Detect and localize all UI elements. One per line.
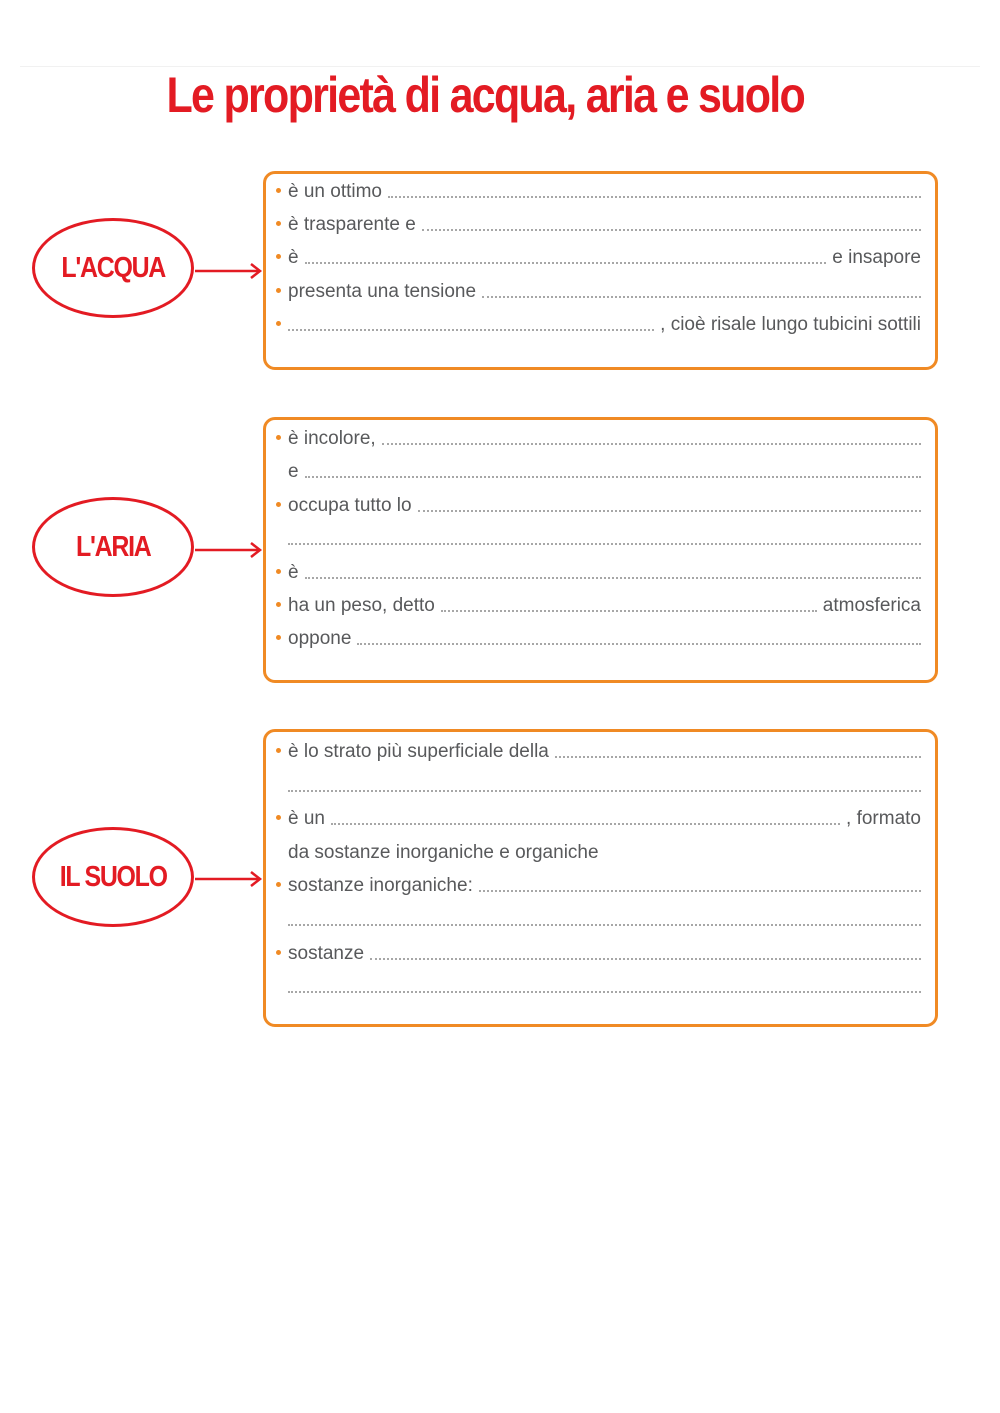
- bullet-icon: [276, 635, 281, 640]
- box-acqua: [263, 171, 938, 370]
- bullet-icon: [276, 602, 281, 607]
- fill-in-line: [276, 768, 921, 801]
- line-text-before: e: [288, 461, 299, 483]
- label-acqua: L'ACQUA: [61, 251, 165, 284]
- blank-answer-field[interactable]: [422, 228, 921, 231]
- fill-in-line: [276, 588, 921, 621]
- label-oval-aria: [32, 497, 194, 597]
- line-text-before: è: [288, 247, 299, 269]
- line-text-before: è un: [288, 808, 325, 830]
- bullet-icon: [276, 435, 281, 440]
- blank-answer-field[interactable]: [305, 475, 921, 478]
- arrow-right-icon: [195, 867, 265, 891]
- line-text-before: oppone: [288, 628, 352, 650]
- bullet-icon: [276, 254, 281, 259]
- line-text-before: è lo strato più superficiale della: [288, 741, 549, 762]
- line-text-before: è: [288, 561, 299, 583]
- blank-answer-field[interactable]: [382, 442, 921, 445]
- bullet-icon: [276, 748, 281, 753]
- blank-answer-field[interactable]: [288, 923, 921, 926]
- bullet-icon: [276, 502, 281, 507]
- fill-in-line: [276, 868, 921, 901]
- fill-in-line: [276, 936, 921, 969]
- arrow-right-icon: [195, 259, 265, 283]
- bullet-icon: [276, 950, 281, 955]
- bullet-icon: [276, 221, 281, 226]
- blank-answer-field[interactable]: [441, 609, 817, 612]
- fill-in-line: [276, 521, 921, 554]
- line-text-after: , formato: [846, 808, 921, 830]
- box-suolo: [263, 729, 938, 1027]
- blank-answer-field[interactable]: [482, 295, 921, 298]
- bullet-icon: [276, 288, 281, 293]
- blank-answer-field[interactable]: [305, 576, 921, 579]
- line-text-after: e insapore: [832, 247, 921, 269]
- label-oval-acqua: [32, 218, 194, 318]
- bullet-icon: [276, 188, 281, 193]
- blank-answer-field[interactable]: [288, 328, 654, 331]
- line-text-before: da sostanze inorganiche e organiche: [288, 841, 599, 863]
- fill-in-line: [276, 421, 921, 454]
- line-text-before: è un ottimo: [288, 181, 382, 202]
- blank-answer-field[interactable]: [388, 195, 921, 198]
- box-aria: [263, 417, 938, 683]
- fill-in-line: [276, 555, 921, 588]
- blank-answer-field[interactable]: [288, 789, 921, 792]
- line-text-before: occupa tutto lo: [288, 494, 412, 516]
- line-text-before: è trasparente e: [288, 214, 416, 236]
- line-text-after: atmosferica: [822, 595, 921, 616]
- bullet-icon: [276, 815, 281, 820]
- blank-answer-field[interactable]: [418, 509, 921, 512]
- label-oval-suolo: [32, 827, 194, 927]
- line-text-before: sostanze inorganiche:: [288, 875, 473, 897]
- fill-in-line: [276, 621, 921, 654]
- line-text-before: presenta una tensione: [288, 280, 477, 302]
- blank-answer-field[interactable]: [288, 990, 921, 993]
- label-suolo: IL SUOLO: [59, 860, 167, 893]
- bullet-icon: [276, 882, 281, 887]
- blank-answer-field[interactable]: [555, 755, 921, 758]
- blank-answer-field[interactable]: [288, 542, 921, 545]
- blank-answer-field[interactable]: [479, 889, 921, 892]
- line-text-before: ha un peso, detto: [288, 595, 435, 616]
- arrow-right-icon: [195, 538, 265, 562]
- line-text-before: sostanze: [288, 942, 365, 964]
- fill-in-line: [276, 174, 921, 207]
- label-aria: L'ARIA: [75, 530, 151, 563]
- fill-in-line: [276, 207, 921, 240]
- fill-in-line: [276, 488, 921, 521]
- fill-in-line: [276, 902, 921, 935]
- line-text-after: , cioè risale lungo tubicini sottili: [660, 313, 921, 335]
- fill-in-line: [276, 454, 921, 487]
- fill-in-line: [276, 240, 921, 273]
- bullet-icon: [276, 321, 281, 326]
- fill-in-line: [276, 307, 921, 340]
- blank-answer-field[interactable]: [357, 642, 921, 645]
- blank-answer-field[interactable]: [370, 957, 921, 960]
- blank-answer-field[interactable]: [331, 822, 840, 825]
- fill-in-line: [276, 274, 921, 307]
- page-title: Le proprietà di acqua, aria e suolo: [166, 67, 805, 123]
- fill-in-line: [276, 801, 921, 834]
- fill-in-line: [276, 835, 921, 868]
- bullet-icon: [276, 569, 281, 574]
- fill-in-line: [276, 969, 921, 1002]
- line-text-before: è incolore,: [288, 428, 376, 449]
- blank-answer-field[interactable]: [305, 261, 827, 264]
- fill-in-line: [276, 734, 921, 767]
